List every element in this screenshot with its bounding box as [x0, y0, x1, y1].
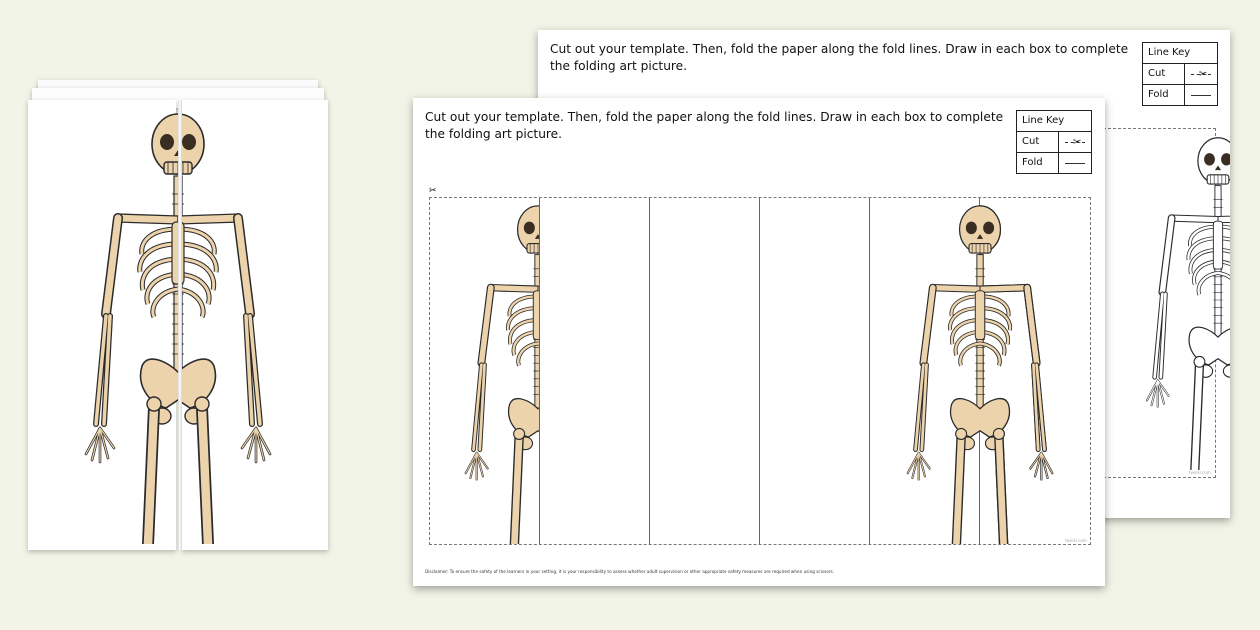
line-key-fold-label: Fold: [1143, 85, 1185, 105]
line-key-fold-label: Fold: [1017, 153, 1059, 173]
footer-mark-front: twinkl.com: [1065, 538, 1087, 543]
worksheet-front-instruction: Cut out your template. Then, fold the paper along the fold lines. Draw in each box to complete the folding art picture.: [425, 110, 1004, 141]
skeleton-outline-illustration: [1098, 130, 1230, 470]
fold-line: [539, 198, 540, 544]
fold-line: [869, 198, 870, 544]
scissors-icon: ✂: [1073, 137, 1082, 148]
fold-line-sample: [1191, 95, 1211, 96]
line-key-title: Line Key: [1143, 43, 1217, 64]
line-key-front: [1016, 110, 1092, 174]
fold-line-sample: [1065, 163, 1085, 164]
disclaimer-text: Disclaimer: To ensure the safety of the learners in your setting, it is your responsibility to assess whether adult supervision or other appropriate safety measures are required when using scissors.: [425, 569, 835, 574]
cut-line-sample: [1065, 142, 1085, 143]
line-key-cut-label: Cut: [1143, 64, 1185, 84]
scissors-icon: ✂: [429, 186, 437, 196]
scissors-icon: ✂: [1199, 69, 1208, 80]
fold-line: [649, 198, 650, 544]
folded-skeleton-craft: [28, 80, 328, 550]
line-key-back: [1142, 42, 1218, 106]
line-key-cut-label: Cut: [1017, 132, 1059, 152]
footer-mark-back: twinkl.com: [1189, 470, 1211, 475]
worksheet-front: [413, 98, 1105, 586]
worksheet-back-instruction: Cut out your template. Then, fold the paper along the fold lines. Draw in each box to complete the folding art picture.: [550, 42, 1129, 73]
cut-line-sample: [1191, 74, 1211, 75]
fold-line: [759, 198, 760, 544]
line-key-title: Line Key: [1017, 111, 1091, 132]
fold-panel-area: [429, 197, 1091, 545]
